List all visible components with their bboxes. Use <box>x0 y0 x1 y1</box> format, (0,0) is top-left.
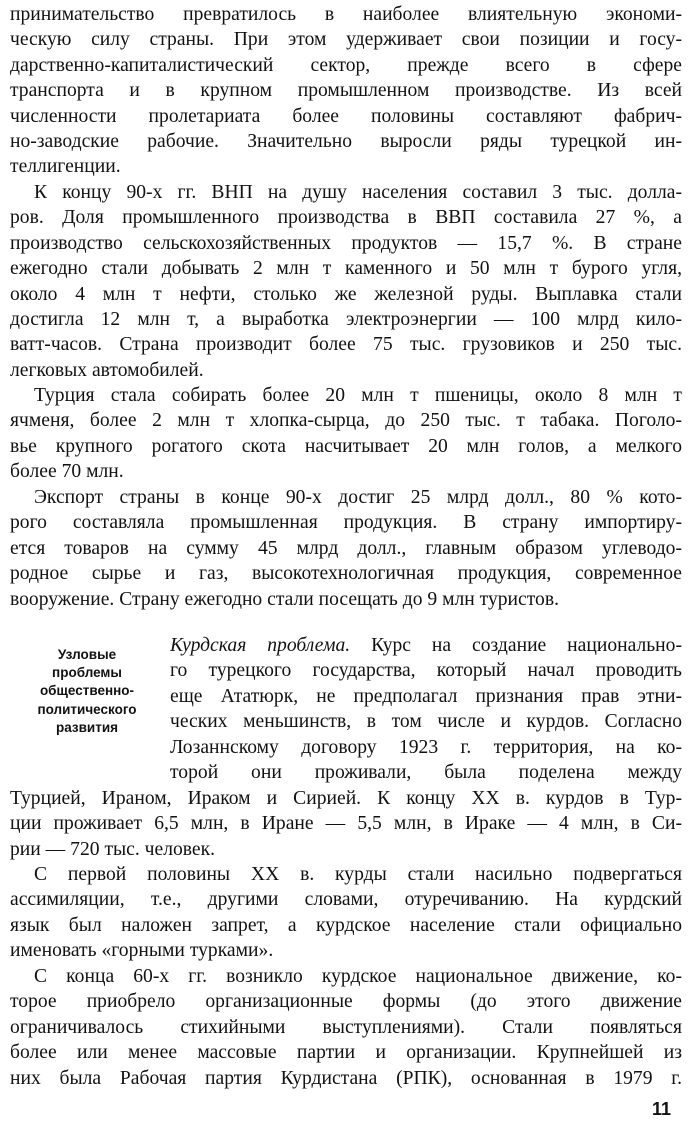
text-line: го турецкого государства, который начал проводить <box>170 660 682 682</box>
text-line: ватт-часов. Страна производит более 75 тыс. грузовиков и 250 тыс. <box>10 334 682 356</box>
text-line: ограничивалось стихийными выступлениями). Стали появляться <box>10 1016 682 1038</box>
text-line: рого составляла промышленная продукция. В страну импортиру- <box>10 512 682 534</box>
text-line: ежегодно стали добывать 2 млн т каменного и 50 млн т бурого угля, <box>10 258 682 280</box>
paragraph-agriculture <box>10 383 682 485</box>
text-line <box>170 633 682 658</box>
text-line: торое приобрело организационные формы (до этого движение <box>10 991 682 1013</box>
text-run: Курс на создание национально- <box>350 635 682 656</box>
paragraph-kurdish-problem <box>170 633 682 785</box>
text-line: Турция стала собирать более 20 млн т пшеницы, около 8 млн т <box>34 385 682 406</box>
text-line: ческую силу страны. При этом удерживает свои позиции и госу- <box>10 29 682 51</box>
text-line: рии — 720 тыс. человек. <box>10 838 216 860</box>
text-line: родное сырье и газ, высокотехнологичная продукция, современное <box>10 563 682 585</box>
text-line: ассимиляции, т.е., другими словами, отуречиванию. На курдский <box>10 889 682 911</box>
side-heading <box>12 646 162 737</box>
text-line: ческих меньшинств, в том числе и курдов. Согласно <box>170 711 682 733</box>
text-line: ров. Доля промышленного производства в ВВП составила 27 %, а <box>10 207 682 229</box>
paragraph-economy-structure <box>10 2 682 180</box>
side-heading-line: развития <box>55 719 118 735</box>
text-line: ячменя, более 2 млн т хлопка-сырца, до 250 тыс. т табака. Поголо- <box>10 410 682 432</box>
text-line: транспорта и в крупном промышленном производстве. Из всей <box>10 80 682 102</box>
text-line: легковых автомобилей. <box>10 359 204 381</box>
paragraph-export <box>10 485 682 612</box>
text-line: производство сельскохозяйственных продуктов — 15,7 %. В стране <box>10 232 682 254</box>
text-line: дарственно-капиталистический сектор, прежде всего в сфере <box>10 54 682 76</box>
text-line: более или менее массовые партии и организации. Крупнейшей из <box>10 1042 682 1064</box>
side-heading-line: общественно- <box>39 683 135 699</box>
text-line: именовать «горными турками». <box>10 940 274 962</box>
paragraph-national-movement <box>10 964 682 1091</box>
text-line: вье крупного рогатого скота насчитывает 20 млн голов, а мелкого <box>10 435 682 457</box>
text-line: Турцией, Ираном, Ираком и Сирией. К концу XX в. курдов в Тур- <box>10 788 682 809</box>
text-line: Лозаннскому договору 1923 г. территория, на ко- <box>170 736 682 758</box>
paragraph-gdp-industry <box>10 180 682 383</box>
text-line: принимательство превратилось в наиболее влиятельную экономи- <box>10 4 682 25</box>
text-line: ется товаров на сумму 45 млрд долл., главным образом углеводо- <box>10 537 682 559</box>
text-line: Экспорт страны в конце 90-х достиг 25 млрд долл., 80 % кото- <box>34 487 682 508</box>
text-line: С первой половины XX в. курды стали насильно подвергаться <box>34 864 682 885</box>
side-heading-line: политического <box>37 701 137 717</box>
text-line: К концу 90-х гг. ВНП на душу населения составил 3 тыс. долла- <box>34 182 682 203</box>
text-line: около 4 млн т нефти, столько же железной руды. Выплавка стали <box>10 283 682 305</box>
text-line: но-заводские рабочие. Значительно выросли ряды турецкой ин- <box>10 130 682 152</box>
text-line: ции проживает 6,5 млн, в Иране — 5,5 млн, в Ираке — 4 млн, в Си- <box>10 813 682 835</box>
text-line: еще Ататюрк, не предполагал признания прав этни- <box>170 685 682 707</box>
text-line: С конца 60-х гг. возникло курдское национальное движение, ко- <box>34 966 682 987</box>
text-line: более 70 млн. <box>10 461 124 483</box>
text-line: торой они проживали, была поделена между <box>170 761 682 783</box>
text-line: вооружение. Страну ежегодно стали посещать до 9 млн туристов. <box>10 588 559 610</box>
text-line: них была Рабочая партия Курдистана (РПК), основанная в 1979 г. <box>10 1067 682 1089</box>
paragraph-kurdish-problem-cont <box>10 786 682 862</box>
section-run-in-title: Курдская проблема. <box>170 635 351 656</box>
paragraph-assimilation <box>10 862 682 964</box>
text-line: теллигенции. <box>10 156 121 178</box>
text-line: численности пролетариата более половины составляют фабрич- <box>10 105 682 127</box>
side-heading-line: Узловые <box>57 647 117 662</box>
side-heading-line: проблемы <box>52 665 122 681</box>
text-line: язык был наложен запрет, а курдское население стали официально <box>10 914 682 936</box>
text-line: достигла 12 млн т, а выработка электроэнергии — 100 млрд кило- <box>10 308 682 330</box>
page-number: 11 <box>652 1099 672 1119</box>
